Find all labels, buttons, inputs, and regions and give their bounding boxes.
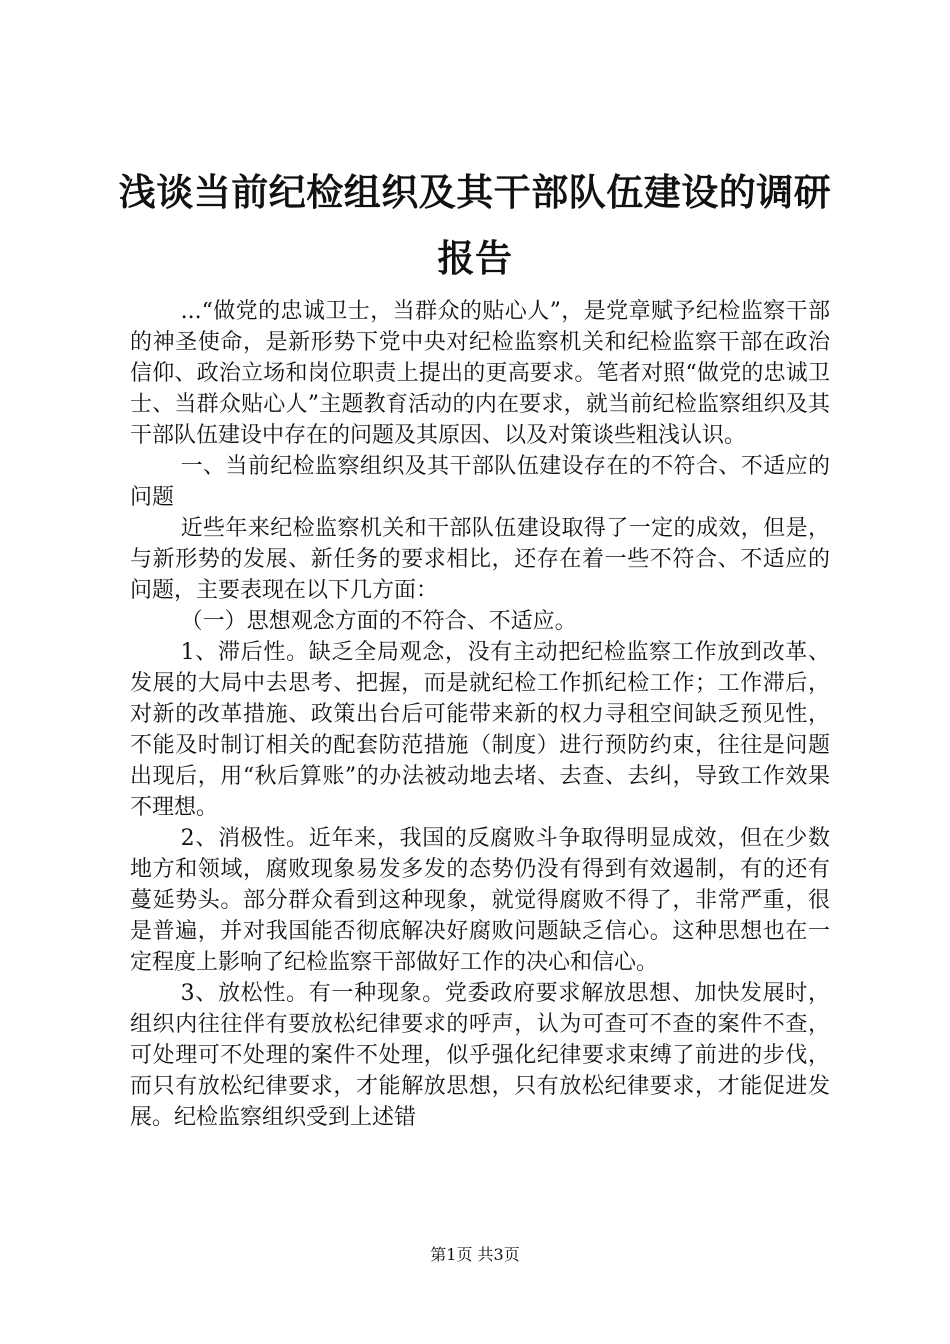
document-title: 浅谈当前纪检组织及其干部队伍建设的调研报告 xyxy=(118,171,832,280)
paragraph-item-1: 1、滞后性。缺乏全局观念，没有主动把纪检监察工作放到改革、发展的大局中去思考、把握，而是就纪检工作抓纪检工作；工作滞后，对新的改革措施、政策出台后可能带来新的权力寻租空间缺乏预见性，不能及时制订相关的配套防范措施（制度）进行预防约束，往往是问题出现后，用“秋后算账”的办法被动地去堵、去查、去纠，导致工作效果不理想。 xyxy=(130,640,830,820)
paragraph-overview: 近些年来纪检监察机关和干部队伍建设取得了一定的成效，但是，与新形势的发展、新任务的要求相比，还存在着一些不符合、不适应的问题，主要表现在以下几方面： xyxy=(130,516,830,603)
paragraph-item-3: 3、放松性。有一种现象。党委政府要求解放思想、加快发展时，组织内往往伴有要放松纪律要求的呼声，认为可查可不查的案件不查，可处理可不处理的案件不处理，似乎强化纪律要求束缚了前进的步伐，而只有放松纪律要求，才能解放思想，只有放松纪律要求，才能促进发展。纪检监察组织受到上述错 xyxy=(130,981,830,1130)
subsection-heading-1: （一）思想观念方面的不符合、不适应。 xyxy=(180,609,577,634)
paragraph-intro: ...“做党的忠诚卫士，当群众的贴心人”，是党章赋予纪检监察干部的神圣使命，是新形势下党中央对纪检监察机关和纪检监察干部在政治信仰、政治立场和岗位职责上提出的更高要求。笔者对照“做党的忠诚卫士、当群众贴心人”主题教育活动的内在要求，就当前纪检监察组织及其干部队伍建设中存在的问题及其原因、以及对策谈些粗浅认识。 xyxy=(130,299,830,448)
paragraph-item-2: 2、消极性。近年来，我国的反腐败斗争取得明显成效，但在少数地方和领域，腐败现象易发多发的态势仍没有得到有效遏制，有的还有蔓延势头。部分群众看到这种现象，就觉得腐败不得了，非常严重，很是普遍，并对我国能否彻底解决好腐败问题缺乏信心。这种思想也在一定程度上影响了纪检监察干部做好工作的决心和信心。 xyxy=(130,826,830,975)
page-number-footer: 第1页 共3页 xyxy=(430,1245,520,1264)
section-heading-1: 一、当前纪检监察组织及其干部队伍建设存在的不符合、不适应的问题 xyxy=(130,454,830,510)
document-body xyxy=(130,296,830,1133)
